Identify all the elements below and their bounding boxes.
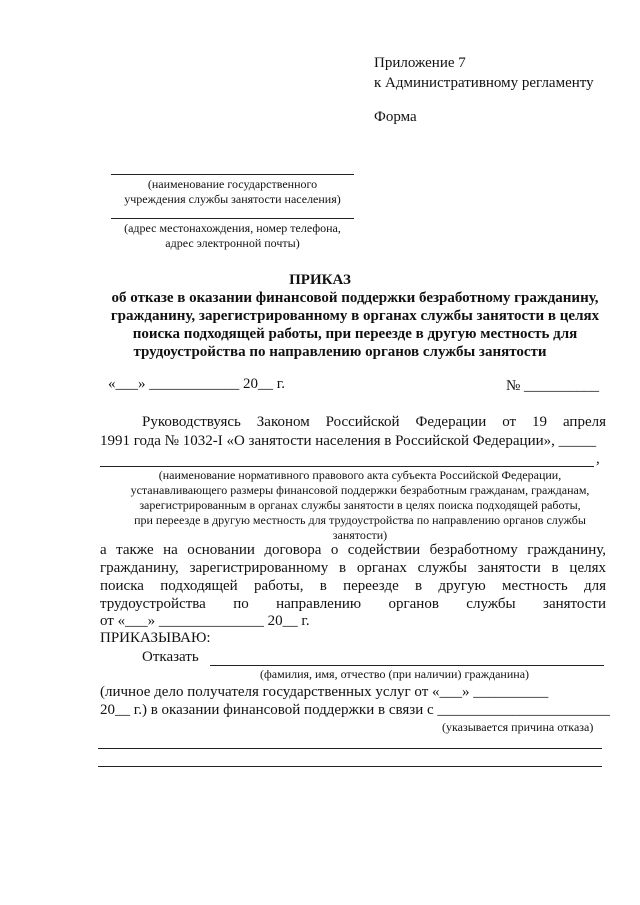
para2-line-4: трудоустройства по направлению органов службы занятости bbox=[100, 596, 606, 612]
para2-line-2: гражданину, зарегистрированному в органах службы занятости в целях bbox=[100, 560, 606, 576]
refuse-label: Отказать bbox=[142, 649, 199, 665]
document-title: ПРИКАЗ bbox=[289, 272, 351, 288]
org-address-line bbox=[111, 218, 354, 219]
title-line-3: поиска подходящей работы, при переезде в другую местность для bbox=[132, 326, 578, 342]
reason-line-1 bbox=[98, 748, 602, 749]
form-label: Форма bbox=[374, 109, 417, 125]
para2-line-1: а также на основании договора о содействии безработному гражданину, bbox=[100, 542, 606, 558]
act-name-comma: , bbox=[596, 451, 600, 467]
title-line-1: об отказе в оказании финансовой поддержки безработному гражданину, bbox=[111, 290, 599, 306]
appendix-label: Приложение 7 bbox=[374, 55, 466, 71]
org-address-caption: (адрес местонахождения, номер телефона, адрес электронной почты) bbox=[124, 221, 341, 250]
para2-line-3: поиска подходящей работы, в переезде в другую местность для bbox=[100, 578, 606, 594]
act-name-line bbox=[100, 466, 594, 467]
para1-line-1: Руководствуясь Законом Российской Федерации от 19 апреля bbox=[142, 414, 606, 430]
order-word: ПРИКАЗЫВАЮ: bbox=[100, 630, 211, 646]
case-line-1: (личное дело получателя государственных услуг от «___» __________ bbox=[100, 684, 549, 700]
reason-line-2 bbox=[98, 766, 602, 767]
para1-line-2: 1991 года № 1032-I «О занятости населения в Российской Федерации», _____ bbox=[100, 433, 597, 449]
number-field: № __________ bbox=[506, 378, 600, 394]
date-field: «___» ____________ 20__ г. bbox=[108, 376, 285, 392]
fio-line bbox=[210, 665, 604, 666]
org-name-caption: (наименование государственного учреждения службы занятости населения) bbox=[124, 177, 341, 206]
reason-caption: (указывается причина отказа) bbox=[442, 720, 594, 734]
title-line-2: гражданину, зарегистрированному в органах службы занятости в целях bbox=[110, 308, 600, 324]
regulation-label: к Административному регламенту bbox=[374, 75, 594, 91]
act-name-caption: (наименование нормативного правового акта субъекта Российской Федерации, устанавливающего размеры финансовой поддержки безработным гражданам, гражданам, зарегистрированным в органах службы занятости в целях поиска подходящей работы, при переезде в другую местность для трудоустройства по направлению органов службы занятости) bbox=[130, 468, 590, 542]
title-line-4: трудоустройства по направлению органов службы занятости bbox=[133, 344, 547, 360]
org-name-line bbox=[111, 174, 354, 175]
fio-caption: (фамилия, имя, отчество (при наличии) гражданина) bbox=[260, 667, 530, 681]
case-line-2: 20__ г.) в оказании финансовой поддержки в связи с _______________________ bbox=[100, 702, 610, 718]
para2-line-5: от «___» ______________ 20__ г. bbox=[100, 613, 310, 629]
